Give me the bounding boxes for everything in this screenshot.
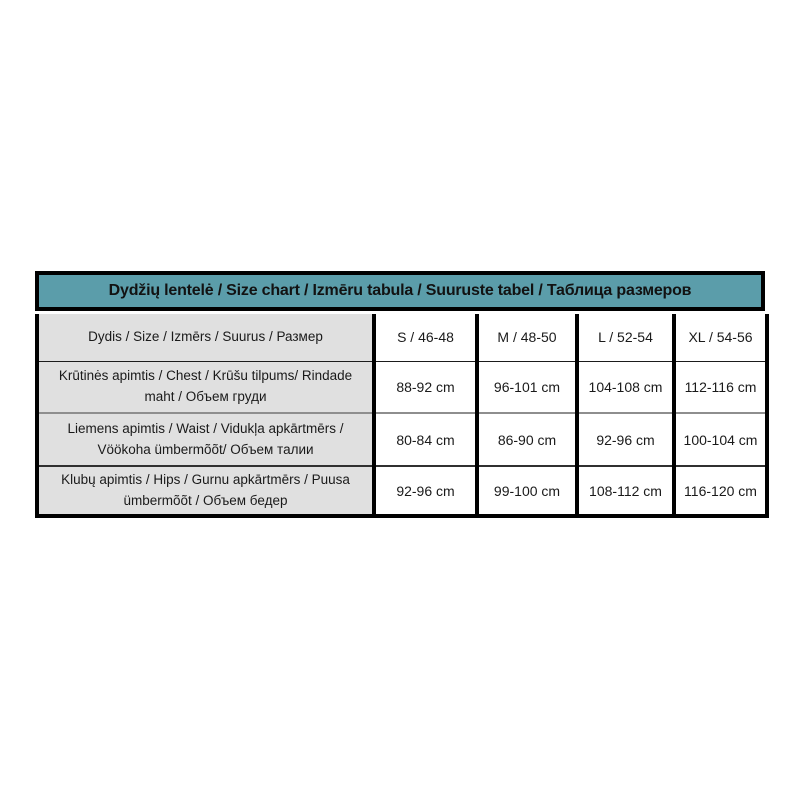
cell-waist-m: 86-90 cm: [477, 413, 577, 466]
cell-chest-l: 104-108 cm: [577, 361, 674, 413]
table-row-size: [37, 314, 767, 361]
cell-size-s: S / 46-48: [374, 314, 477, 361]
cell-chest-m: 96-101 cm: [477, 361, 577, 413]
cell-waist-xl: 100-104 cm: [674, 413, 767, 466]
cell-chest-s: 88-92 cm: [374, 361, 477, 413]
table-row-chest: [37, 361, 767, 413]
cell-hips-l: 108-112 cm: [577, 466, 674, 516]
size-chart-body: [35, 314, 769, 518]
row-label-chest: Krūtinės apimtis / Chest / Krūšu tilpums/ Rindade maht / Объем груди: [37, 361, 374, 413]
row-label-hips: Klubų apimtis / Hips / Gurnu apkārtmērs / Puusa ümbermõõt / Объем бедер: [37, 466, 374, 516]
cell-chest-xl: 112-116 cm: [674, 361, 767, 413]
size-chart-header: [35, 271, 765, 311]
cell-hips-xl: 116-120 cm: [674, 466, 767, 516]
cell-hips-s: 92-96 cm: [374, 466, 477, 516]
cell-size-xl: XL / 54-56: [674, 314, 767, 361]
table-row-waist: [37, 413, 767, 466]
cell-hips-m: 99-100 cm: [477, 466, 577, 516]
size-chart-title: Dydžių lentelė / Size chart / Izmēru tabula / Suuruste tabel / Таблица размеров: [108, 282, 692, 299]
cell-size-m: M / 48-50: [477, 314, 577, 361]
cell-size-l: L / 52-54: [577, 314, 674, 361]
cell-waist-l: 92-96 cm: [577, 413, 674, 466]
cell-waist-s: 80-84 cm: [374, 413, 477, 466]
table-row-hips: [37, 466, 767, 516]
row-label-size: Dydis / Size / Izmērs / Suurus / Размер: [37, 314, 374, 361]
row-label-waist: Liemens apimtis / Waist / Vidukļa apkārtmērs / Vöökoha ümbermõõt/ Объем талии: [37, 413, 374, 466]
size-chart-table: [35, 271, 765, 518]
